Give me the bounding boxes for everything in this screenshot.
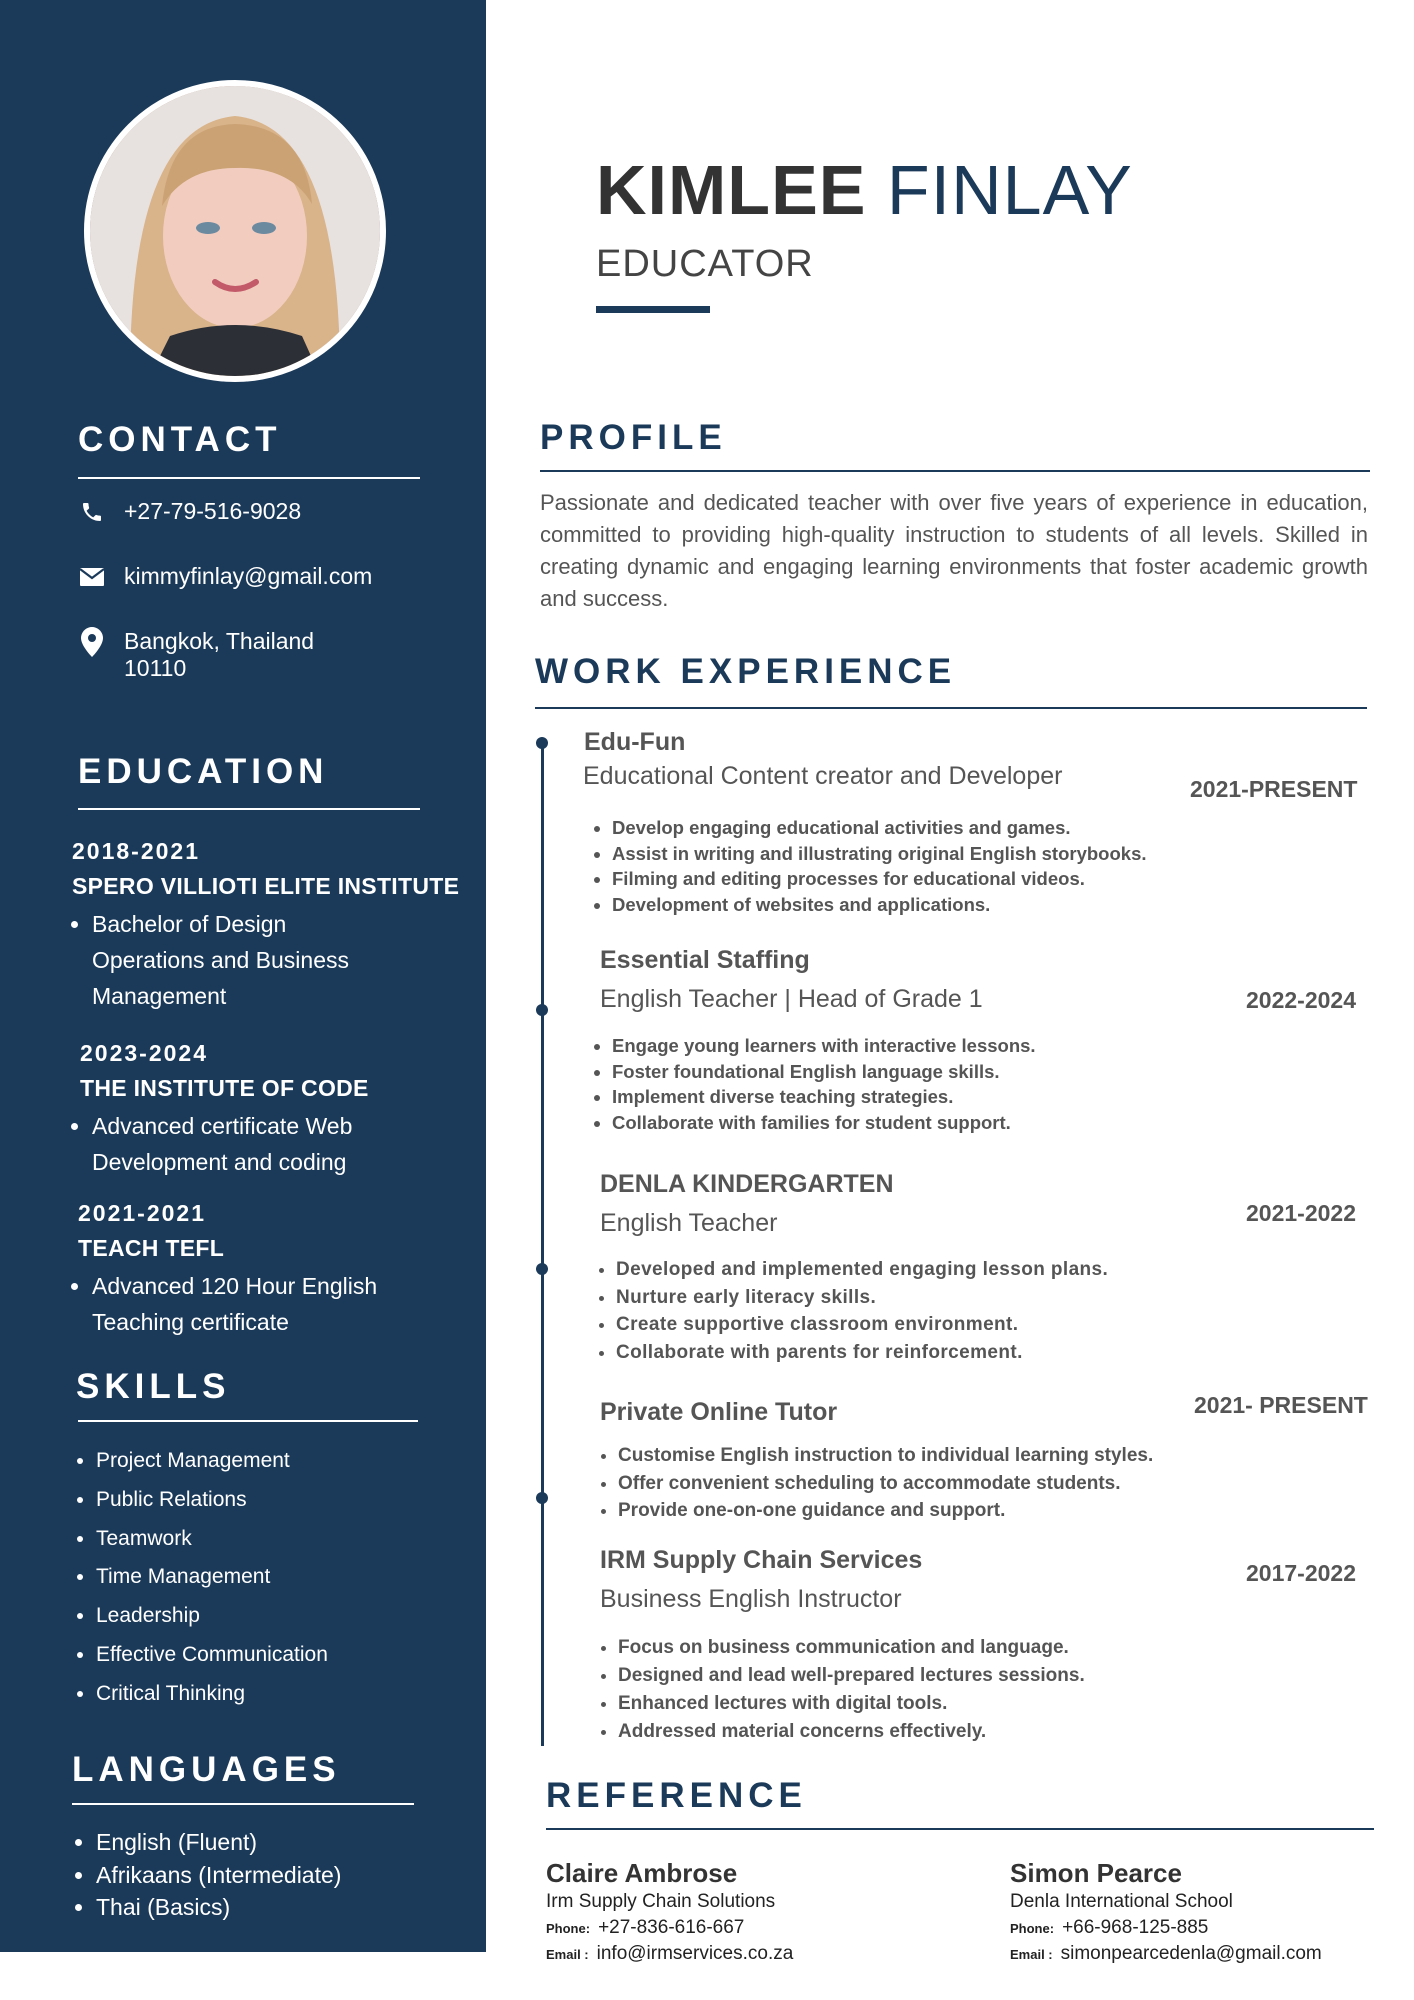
reference-email xyxy=(546,1943,793,1965)
job-entry xyxy=(584,728,685,757)
job-date: 2017-2022 xyxy=(1246,1560,1356,1586)
phone-label: Phone: xyxy=(1010,1921,1055,1936)
job-bullets xyxy=(594,1256,1108,1366)
job-entry-role xyxy=(584,762,1062,791)
job-entry xyxy=(600,1546,922,1614)
profile-divider xyxy=(540,470,1370,472)
skill-item: • Effective Communication xyxy=(96,1636,328,1675)
language-item: • Thai (Basics) xyxy=(96,1891,341,1924)
mail-icon xyxy=(78,563,106,591)
phone-label: Phone: xyxy=(546,1921,591,1936)
reference-email-value[interactable]: info@irmservices.co.za xyxy=(596,1943,794,1964)
reference-phone xyxy=(546,1917,793,1939)
education-years: 2023-2024 xyxy=(80,1040,208,1066)
work-experience-divider xyxy=(535,707,1367,709)
person-name xyxy=(596,150,1133,230)
reference-phone-value[interactable]: +27-836-616-667 xyxy=(598,1917,745,1938)
reference-divider xyxy=(546,1828,1374,1830)
job-bullets xyxy=(590,1033,1036,1135)
reference-card xyxy=(546,1858,793,1965)
job-bullet: • Implement diverse teaching strategies. xyxy=(612,1084,1036,1110)
timeline-line xyxy=(541,740,544,1746)
reference-email xyxy=(1010,1943,1322,1965)
job-role: Business English Instructor xyxy=(600,1585,902,1613)
education-institution: THE INSTITUTE OF CODE xyxy=(80,1075,369,1101)
portrait-illustration xyxy=(90,86,380,376)
job-bullets xyxy=(596,1634,1085,1746)
education-detail: • Bachelor of Design Operations and Business Management xyxy=(92,906,462,1014)
reference-phone xyxy=(1010,1917,1322,1939)
job-date: 2021-2022 xyxy=(1246,1200,1356,1226)
location-pin-icon xyxy=(78,628,106,656)
profile-summary: Passionate and dedicated teacher with over five years of experience in education, committed to providing high-quality instruction to students of all levels. Skilled in creating dynamic and engaging learning environments that foster academic growth and success. xyxy=(540,490,1368,611)
education-years: 2021-2021 xyxy=(78,1200,206,1226)
skills-list xyxy=(74,1442,328,1714)
job-bullet: • Designed and lead well-prepared lectures sessions. xyxy=(618,1662,1085,1690)
email-address[interactable]: kimmyfinlay@gmail.com xyxy=(124,563,373,589)
reference-name: Simon Pearce xyxy=(1010,1858,1182,1888)
job-role: English Teacher | Head of Grade 1 xyxy=(600,985,983,1013)
job-bullets xyxy=(596,1442,1153,1525)
contact-email xyxy=(78,563,372,591)
first-name: KIMLEE xyxy=(596,151,867,229)
job-date: 2021- PRESENT xyxy=(1194,1392,1368,1418)
phone-icon xyxy=(78,498,106,526)
skill-item: • Teamwork xyxy=(96,1520,328,1559)
education-item xyxy=(80,1040,470,1180)
reference-card xyxy=(1010,1858,1322,1965)
job-bullet: • Offer convenient scheduling to accommodate students. xyxy=(618,1470,1153,1498)
education-detail: • Advanced certificate Web Development and coding xyxy=(92,1108,470,1180)
job-company: DENLA KINDERGARTEN xyxy=(600,1170,894,1198)
skill-item: • Public Relations xyxy=(96,1481,328,1520)
education-divider xyxy=(78,808,420,810)
job-bullet: • Engage young learners with interactive lessons. xyxy=(612,1033,1036,1059)
education-details xyxy=(72,1108,470,1180)
job-role: English Teacher xyxy=(600,1209,778,1237)
contact-address xyxy=(78,628,314,682)
timeline-dot xyxy=(536,737,548,749)
timeline-dot xyxy=(536,1004,548,1016)
job-entry xyxy=(600,1398,837,1427)
job-bullet: • Focus on business communication and language. xyxy=(618,1634,1085,1662)
job-bullet: • Collaborate with parents for reinforcement. xyxy=(616,1339,1108,1367)
reference-name: Claire Ambrose xyxy=(546,1858,738,1888)
job-date: 2022-2024 xyxy=(1246,987,1356,1013)
education-details xyxy=(72,906,462,1014)
job-title: EDUCATOR xyxy=(596,243,814,285)
timeline-dot xyxy=(536,1263,548,1275)
job-bullet: • Develop engaging educational activities and games. xyxy=(612,815,1147,841)
job-company: Essential Staffing xyxy=(600,946,810,974)
skills-heading: SKILLS xyxy=(76,1367,231,1406)
reference-organization: Denla International School xyxy=(1010,1891,1233,1912)
phone-number[interactable]: +27-79-516-9028 xyxy=(124,498,302,524)
job-entry xyxy=(600,946,983,1014)
profile-photo xyxy=(84,80,386,382)
contact-heading: CONTACT xyxy=(78,420,282,459)
job-company: Edu-Fun xyxy=(584,728,686,756)
title-accent-bar xyxy=(596,306,710,313)
job-bullet: • Addressed material concerns effectively. xyxy=(618,1718,1085,1746)
education-years: 2018-2021 xyxy=(72,838,200,864)
email-label: Email : xyxy=(546,1947,589,1962)
last-name: FINLAY xyxy=(886,151,1133,229)
education-institution: TEACH TEFL xyxy=(78,1235,225,1261)
skill-item: • Leadership xyxy=(96,1597,328,1636)
education-item xyxy=(78,1200,468,1340)
education-item xyxy=(72,838,462,1014)
education-heading: EDUCATION xyxy=(78,752,329,791)
languages-list xyxy=(74,1826,341,1924)
job-date: 2021-PRESENT xyxy=(1190,776,1358,802)
language-item: • Afrikaans (Intermediate) xyxy=(96,1859,341,1892)
education-details xyxy=(72,1268,468,1340)
job-bullet: • Provide one-on-one guidance and support. xyxy=(618,1497,1153,1525)
job-bullets xyxy=(590,815,1147,917)
job-bullet: • Foster foundational English language skills. xyxy=(612,1059,1036,1085)
job-bullet: • Developed and implemented engaging lesson plans. xyxy=(616,1256,1108,1284)
job-bullet: • Development of websites and applications. xyxy=(612,892,1147,918)
education-institution: SPERO VILLIOTI ELITE INSTITUTE xyxy=(72,873,460,899)
profile-heading: PROFILE xyxy=(540,418,727,457)
job-role: Educational Content creator and Developer xyxy=(583,762,1063,790)
reference-organization: Irm Supply Chain Solutions xyxy=(546,1891,776,1912)
reference-email-value[interactable]: simonpearcedenla@gmail.com xyxy=(1060,1943,1322,1964)
contact-divider xyxy=(78,477,420,479)
skill-item: • Project Management xyxy=(96,1442,328,1481)
job-bullet: • Customise English instruction to individual learning styles. xyxy=(618,1442,1153,1470)
reference-phone-value[interactable]: +66-968-125-885 xyxy=(1062,1917,1209,1938)
job-bullet: • Assist in writing and illustrating original English storybooks. xyxy=(612,841,1147,867)
skill-item: • Critical Thinking xyxy=(96,1675,328,1714)
language-item: • English (Fluent) xyxy=(96,1826,341,1859)
address-text: Bangkok, Thailand 10110 xyxy=(124,628,315,681)
work-experience-heading: WORK EXPERIENCE xyxy=(535,652,957,691)
languages-divider xyxy=(72,1803,414,1805)
reference-heading: REFERENCE xyxy=(546,1776,807,1815)
timeline-dot xyxy=(536,1492,548,1504)
job-company: IRM Supply Chain Services xyxy=(600,1546,923,1574)
skills-divider xyxy=(78,1420,418,1422)
education-detail: • Advanced 120 Hour English Teaching certificate xyxy=(92,1268,468,1340)
languages-heading: LANGUAGES xyxy=(72,1750,341,1789)
job-entry xyxy=(600,1170,894,1238)
job-bullet: • Collaborate with families for student support. xyxy=(612,1110,1036,1136)
job-bullet: • Filming and editing processes for educational videos. xyxy=(612,866,1147,892)
job-bullet: • Create supportive classroom environment. xyxy=(616,1311,1108,1339)
sidebar xyxy=(0,0,486,1952)
skill-item: • Time Management xyxy=(96,1558,328,1597)
job-bullet: • Nurture early literacy skills. xyxy=(616,1284,1108,1312)
job-bullet: • Enhanced lectures with digital tools. xyxy=(618,1690,1085,1718)
email-label: Email : xyxy=(1010,1947,1053,1962)
contact-phone xyxy=(78,498,301,526)
job-company: Private Online Tutor xyxy=(600,1398,838,1426)
